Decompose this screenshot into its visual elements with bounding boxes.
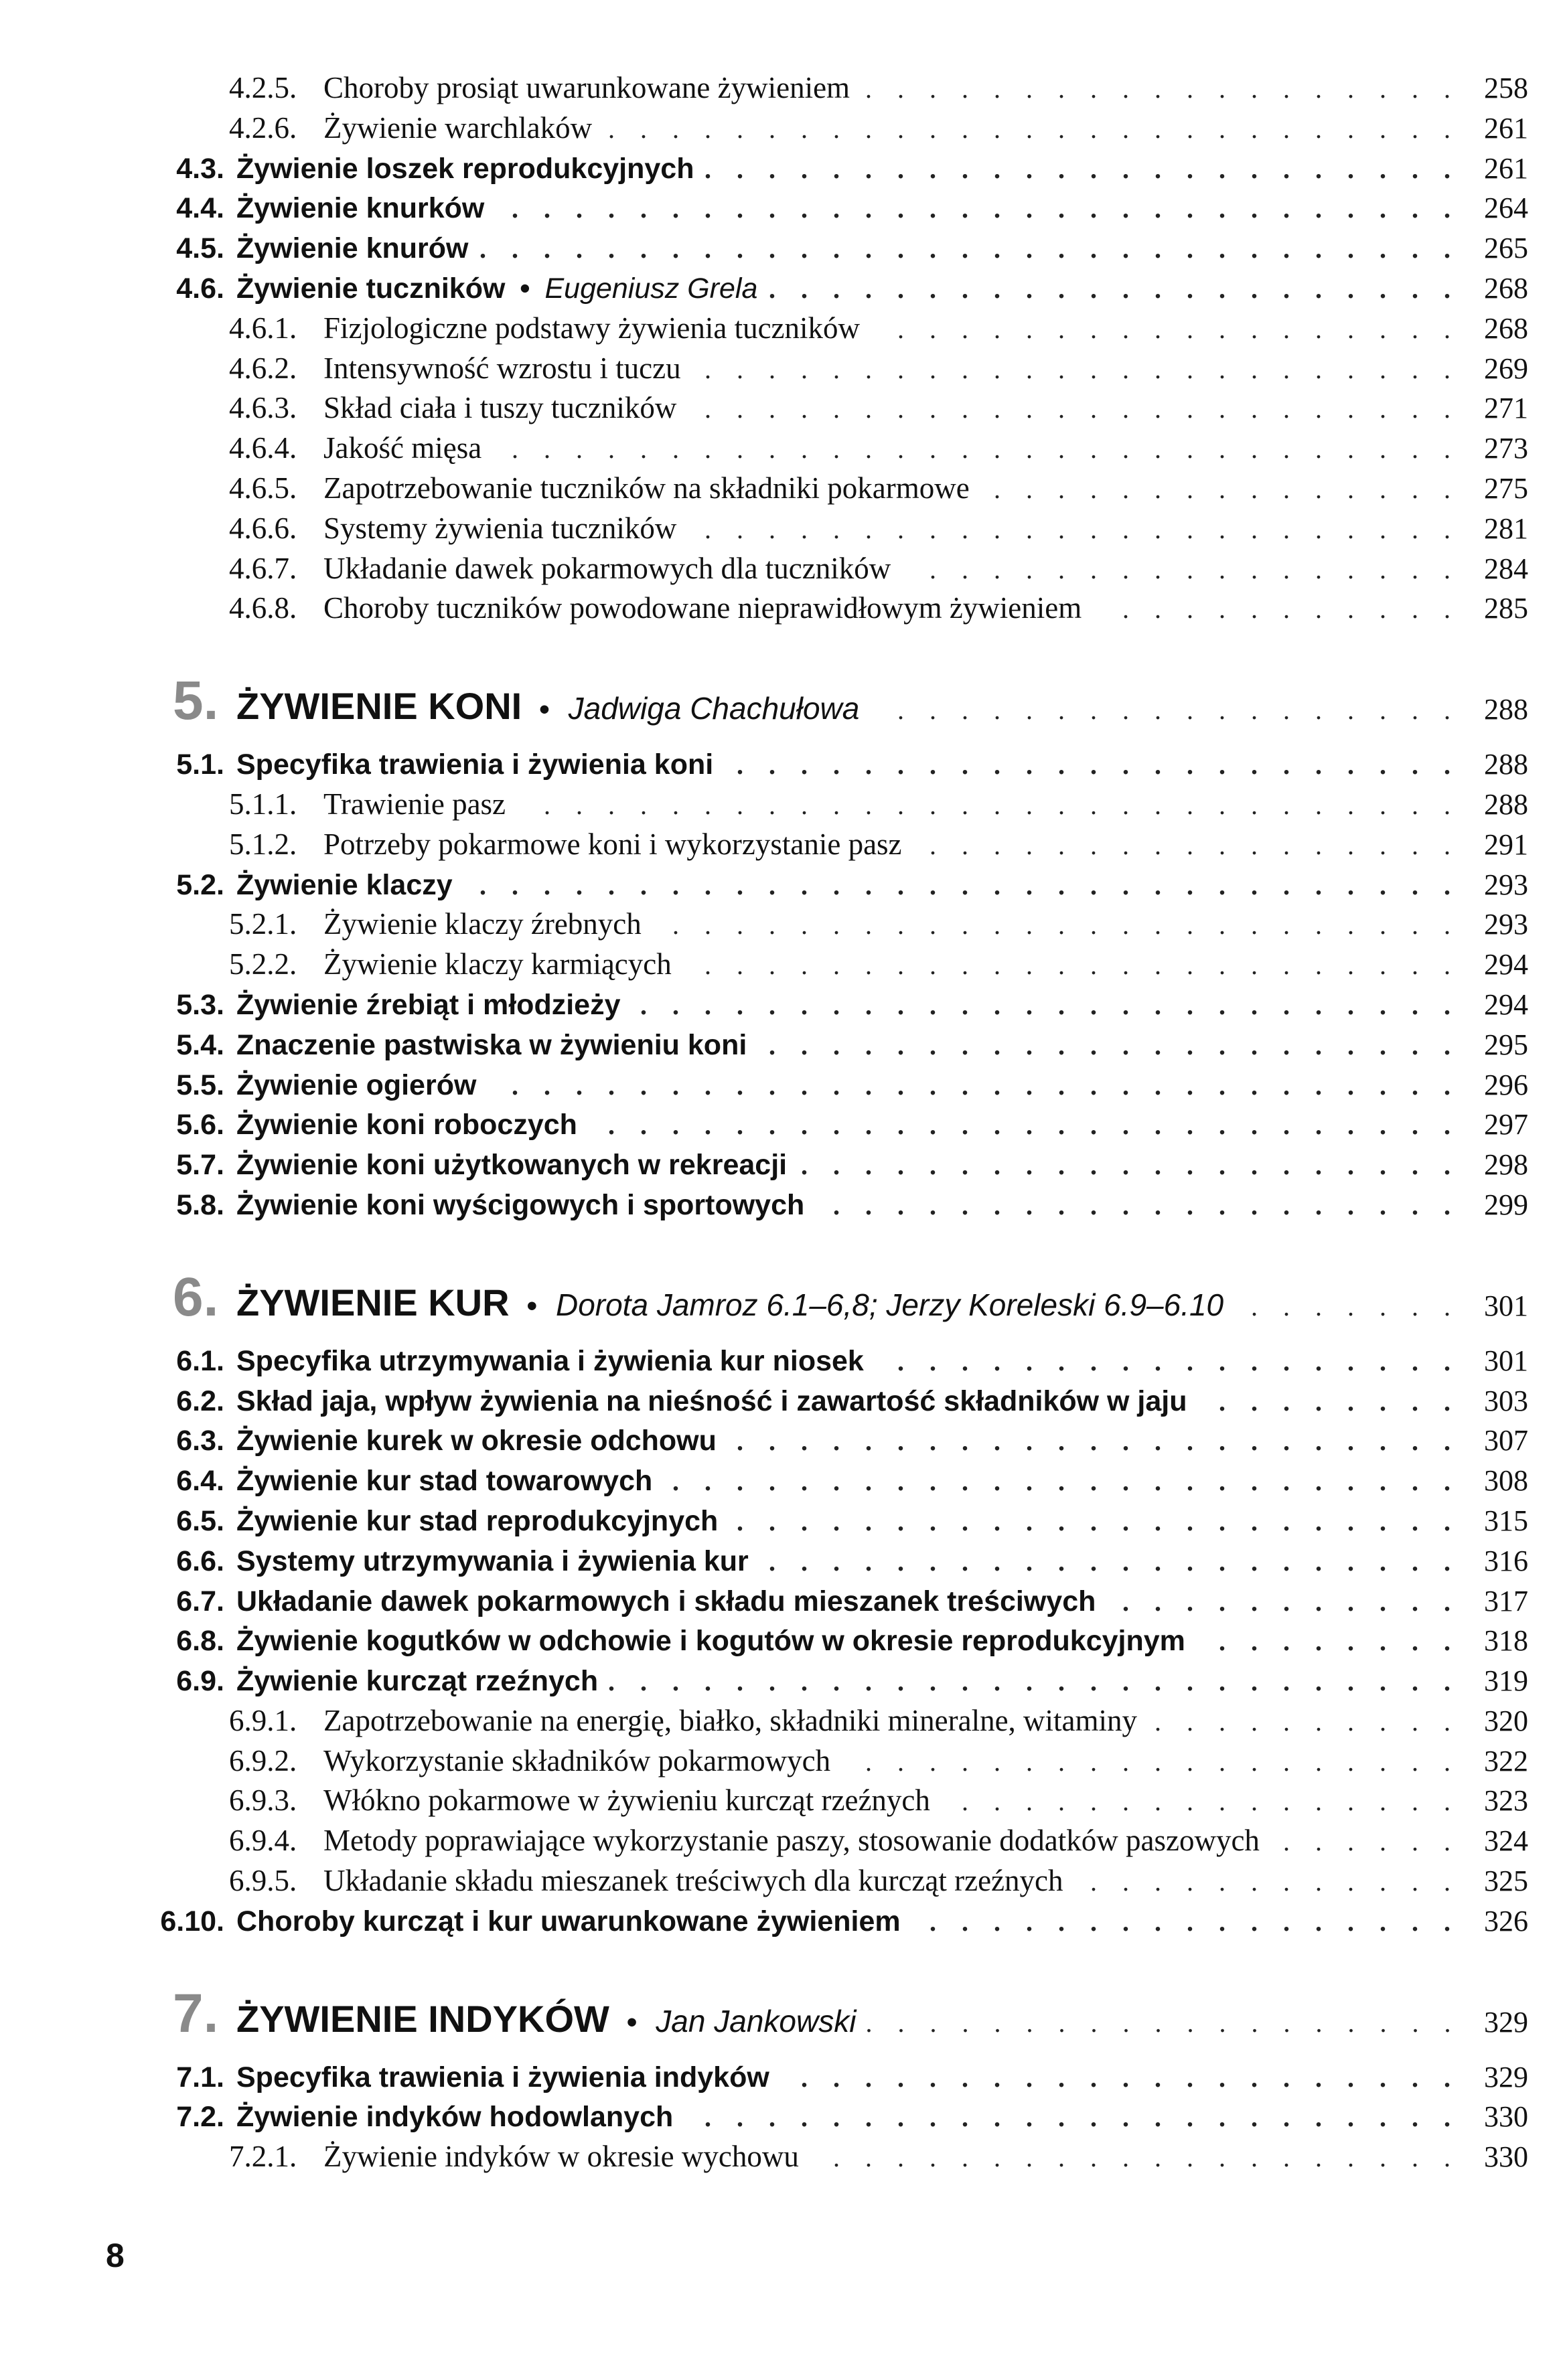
- dot-leader: . . . . . . .: [1251, 1291, 1460, 1322]
- title-text: Choroby tuczników powodowane nieprawidłowym żywieniem: [323, 591, 1082, 625]
- entry-page: 326: [1484, 1904, 1528, 1937]
- toc-section: [0, 228, 1561, 268]
- toc-subsection: [0, 549, 1561, 589]
- dot-leader: . . . . . . . . . . . . . . . .: [962, 1786, 1460, 1817]
- dot-leader: . . . . . . . .: [1219, 1626, 1460, 1657]
- entry-page: 275: [1484, 471, 1528, 505]
- entry-title: [323, 1701, 1146, 1741]
- entry-title: [236, 1582, 1105, 1622]
- title-text: Systemy utrzymywania i żywienia kur: [236, 1544, 749, 1577]
- dot-leader: . . . . . .: [1283, 1826, 1460, 1857]
- dot-leader: . . . . . . . . . . . . . . . . . . . . .: [801, 2062, 1460, 2093]
- toc-subsection: [0, 108, 1561, 149]
- entry-number: 6.3.: [176, 1425, 224, 1457]
- entry-title: [236, 1382, 1197, 1422]
- toc-section: [0, 1461, 1561, 1501]
- entry-page: 298: [1484, 1148, 1528, 1182]
- title-text: Żywienie kurcząt rzeźnych: [236, 1665, 599, 1698]
- entry-page: 317: [1484, 1584, 1528, 1617]
- title-text: Choroby prosiąt uwarunkowane żywieniem: [323, 71, 850, 104]
- entry-page: 319: [1484, 1664, 1528, 1698]
- toc-subsection: [0, 825, 1561, 865]
- toc-section: [0, 1145, 1561, 1185]
- toc-subsection: [0, 1781, 1561, 1821]
- toc-section: [0, 1341, 1561, 1381]
- toc-section: [0, 1661, 1561, 1701]
- toc-subsection: [0, 68, 1561, 108]
- entry-number: 6.9.2.: [229, 1743, 297, 1777]
- dot-leader: . . . . . . . . . . . . . . . . . . . . . . .: [737, 1506, 1460, 1536]
- dot-leader: . . . . . . . . . . . . . . . . . . . . .: [801, 1150, 1460, 1181]
- dot-leader: . . . . . . . . . . . . . . . . . . . . . . . .: [704, 2102, 1460, 2133]
- title-text: Systemy żywienia tuczników: [323, 511, 677, 545]
- toc-section: [0, 1581, 1561, 1621]
- dot-leader: . . . . . . . . . . . . . . . . . . . .: [833, 1190, 1460, 1220]
- toc-subsection: [0, 1821, 1561, 1861]
- dot-leader: . . . . . . . . . . . . . . . . . . . .: [833, 2142, 1460, 2173]
- entry-page: 269: [1484, 351, 1528, 385]
- title-text: Zapotrzebowanie na energię, białko, składniki mineralne, witaminy: [323, 1703, 1138, 1737]
- entry-page: 288: [1484, 748, 1528, 781]
- entry-title: [236, 229, 477, 269]
- title-text: Układanie dawek pokarmowych i składu mieszanek treściwych: [236, 1585, 1096, 1617]
- toc-subsection: [0, 388, 1561, 428]
- dot-leader: . . . . . . . . . . . . . . . . . . . . . .: [769, 273, 1460, 304]
- dot-leader: . . . . . . . . . . . . . . . . . . . . . . . . . . . . .: [544, 789, 1460, 820]
- toc-subsection: [0, 785, 1561, 825]
- title-text: Żywienie kur stad towarowych: [236, 1465, 653, 1498]
- dot-leader: . . . . . . . . . . . . . . . . . . . . . . . . .: [672, 1466, 1460, 1497]
- toc-section: [0, 2057, 1561, 2097]
- entry-title: [323, 469, 979, 509]
- entry-title: [323, 388, 686, 428]
- title-text: Żywienie indyków hodowlanych: [236, 2101, 674, 2134]
- title-text: Żywienie klaczy: [236, 868, 453, 901]
- toc-section: [0, 744, 1561, 785]
- entry-title: [236, 1461, 662, 1502]
- entry-page: 316: [1484, 1544, 1528, 1577]
- entry-page: 296: [1484, 1068, 1528, 1101]
- dot-leader: . . . . . . . . . . . . . . . . . . . . . . . . . . .: [608, 1666, 1460, 1697]
- toc-section: [0, 1105, 1561, 1145]
- entry-title: [236, 1502, 727, 1542]
- toc-section: [0, 865, 1561, 905]
- entry-page: 297: [1484, 1108, 1528, 1141]
- dot-leader: . . . . . . . . . . . . . . . . . .: [897, 1346, 1460, 1376]
- entry-page: 301: [1484, 1289, 1528, 1322]
- title-text: Żywienie klaczy karmiących: [323, 947, 672, 981]
- entry-title: [236, 1992, 865, 2049]
- entry-title: [236, 1662, 607, 1702]
- entry-page: 325: [1484, 1865, 1528, 1898]
- entry-number: 6.9.5.: [229, 1864, 297, 1898]
- entry-page: 284: [1484, 552, 1528, 585]
- entry-page: 301: [1484, 1344, 1528, 1377]
- toc-subsection: [0, 509, 1561, 549]
- toc-subsection: [0, 1741, 1561, 1781]
- entry-title: [236, 1342, 873, 1382]
- title-text: Intensywność wzrostu i tuczu: [323, 351, 681, 385]
- entry-page: 265: [1484, 232, 1528, 265]
- dot-leader: . . . . . . . . . . . . . . . . . .: [897, 695, 1460, 726]
- entry-title: [323, 588, 1091, 629]
- entry-number: 6.4.: [176, 1465, 224, 1498]
- entry-page: 330: [1484, 2100, 1528, 2134]
- title-text: Żywienie loszek reprodukcyjnych: [236, 152, 694, 185]
- toc-section: [0, 268, 1561, 309]
- bullet-separator: •: [526, 1289, 537, 1322]
- bullet-separator: •: [520, 272, 530, 305]
- entry-title: [236, 269, 767, 309]
- entry-number: 4.3.: [176, 152, 224, 185]
- dot-leader: . . . . . . . . . . . . . . . . . . .: [865, 2007, 1460, 2038]
- author-name: Jadwiga Chachułowa: [568, 691, 860, 726]
- entry-title: [323, 825, 911, 865]
- entry-number: 5.2.2.: [229, 947, 297, 981]
- title-text: Żywienie kogutków w odchowie i kogutów w okresie reprodukcyjnym: [236, 1625, 1185, 1658]
- entry-number: 4.4.: [176, 192, 224, 225]
- title-text: Żywienie indyków w okresie wychowu: [323, 2140, 799, 2174]
- entry-page: 268: [1484, 311, 1528, 345]
- toc-section: [0, 1185, 1561, 1225]
- entry-number: 7.2.: [176, 2101, 224, 2134]
- entry-number: 7.: [173, 1982, 219, 2044]
- dot-leader: . . . . . . . . . . . . . . . . . . . . . . . . . . . . . .: [512, 193, 1460, 224]
- entry-page: 261: [1484, 151, 1528, 185]
- entry-page: 288: [1484, 787, 1528, 821]
- toc-chapter: [0, 670, 1561, 732]
- toc-subsection: [0, 309, 1561, 349]
- dot-leader: . . . . . . . . . . . . . . . . . . . . . .: [769, 1030, 1460, 1060]
- toc-chapter: [0, 1982, 1561, 2044]
- entry-title: [323, 1781, 940, 1821]
- entry-page: 303: [1484, 1384, 1528, 1417]
- toc-subsection: [0, 1861, 1561, 1901]
- entry-title: [236, 189, 494, 229]
- dot-leader: . . . . . . . . . . . . . . . . . . . . . . . .: [704, 153, 1460, 184]
- toc-subsection: [0, 588, 1561, 629]
- dot-leader: . . . . . . . . . . . . . . . . . . . . . . . .: [704, 950, 1460, 981]
- entry-number: 6.2.: [176, 1384, 224, 1417]
- entry-page: 264: [1484, 191, 1528, 225]
- entry-number: 6.9.1.: [229, 1703, 297, 1737]
- title-text: Żywienie koni wyścigowych i sportowych: [236, 1188, 805, 1221]
- dot-leader: . . . . . . . . . . . . . . . . . . . . . . . . . . .: [608, 1110, 1460, 1141]
- entry-page: 258: [1484, 72, 1528, 104]
- entry-title: [236, 1276, 1233, 1333]
- entry-page: 294: [1484, 987, 1528, 1021]
- entry-title: [236, 1145, 796, 1186]
- toc-subsection: [0, 904, 1561, 945]
- dot-leader: . . . . . . . . . . . . . . . . . . . . . . . . . .: [640, 989, 1460, 1020]
- entry-title: [236, 2097, 682, 2138]
- entry-number: 5.2.: [176, 868, 224, 901]
- toc-section: [0, 1421, 1561, 1461]
- title-text: Żywienie kur stad reprodukcyjnych: [236, 1504, 719, 1537]
- toc-section: [0, 149, 1561, 189]
- entry-page: 308: [1484, 1464, 1528, 1498]
- entry-page: 293: [1484, 868, 1528, 901]
- entry-title: [323, 945, 681, 985]
- entry-number: 4.6.5.: [229, 471, 297, 505]
- title-text: Choroby kurcząt i kur uwarunkowane żywieniem: [236, 1905, 901, 1937]
- entry-page: 271: [1484, 392, 1528, 425]
- entry-number: 5.1.: [176, 748, 224, 781]
- dot-leader: . . . . . . . . . . . . . . . . . . . . . . . .: [704, 353, 1460, 384]
- bullet-separator: •: [539, 693, 550, 726]
- toc-section: [0, 1381, 1561, 1421]
- entry-title: [323, 1861, 1073, 1901]
- dot-leader: . . . . . . . . . . . . . . . . . . .: [865, 1746, 1460, 1777]
- entry-number: 4.6.4.: [229, 431, 297, 465]
- entry-title: [236, 1542, 758, 1582]
- entry-number: 5.6.: [176, 1109, 224, 1141]
- title-text: Skład jaja, wpływ żywienia na nieśność i zawartość składników w jaju: [236, 1384, 1187, 1417]
- entry-page: 315: [1484, 1504, 1528, 1537]
- toc-subsection: [0, 469, 1561, 509]
- toc-subsection: [0, 349, 1561, 389]
- dot-leader: . . . . . . . .: [1219, 1386, 1460, 1417]
- entry-title: [236, 1902, 910, 1942]
- entry-number: 6.9.: [176, 1665, 224, 1698]
- entry-number: 4.6.8.: [229, 591, 297, 625]
- dot-leader: . . . . . . . . . . . .: [1090, 1867, 1460, 1897]
- author-name: Jan Jankowski: [656, 2003, 857, 2039]
- entry-title: [236, 1186, 814, 1226]
- entry-title: [323, 309, 869, 349]
- title-text: Specyfika trawienia i żywienia indyków: [236, 2061, 769, 2093]
- entry-number: 4.6.6.: [229, 511, 297, 545]
- entry-title: [323, 509, 686, 549]
- toc-section: [0, 985, 1561, 1025]
- entry-number: 6.10.: [160, 1905, 224, 1937]
- toc-section: [0, 1501, 1561, 1541]
- dot-leader: . . . . . . . . . . . . . . . . . .: [897, 313, 1460, 344]
- entry-title: [236, 1105, 587, 1145]
- title-text: Żywienie warchlaków: [323, 110, 593, 145]
- entry-number: 4.6.2.: [229, 351, 297, 385]
- entry-number: 7.2.1.: [229, 2140, 297, 2174]
- title-text: Znaczenie pastwiska w żywieniu koni: [236, 1028, 747, 1061]
- dot-leader: . . . . . . . . . . . . . . . . . . . . . . .: [737, 750, 1460, 781]
- entry-number: 4.5.: [176, 232, 224, 265]
- entry-number: 4.6.1.: [229, 311, 297, 345]
- entry-page: 320: [1484, 1704, 1528, 1737]
- dot-leader: . . . . . . . . . . . . . . . . .: [930, 554, 1460, 584]
- entry-number: 5.1.2.: [229, 827, 297, 861]
- entry-page: 318: [1484, 1624, 1528, 1658]
- entry-number: 5.7.: [176, 1149, 224, 1182]
- entry-page: 329: [1484, 2060, 1528, 2093]
- toc-subsection: [0, 1701, 1561, 1741]
- entry-title: [323, 2137, 808, 2177]
- entry-page: 291: [1484, 827, 1528, 861]
- dot-leader: . . . . . . . . . . . . . . .: [994, 473, 1460, 504]
- toc-section: [0, 188, 1561, 228]
- dot-leader: . . . . . . . . . . .: [1122, 594, 1460, 625]
- entry-page: 323: [1484, 1784, 1528, 1818]
- entry-title: [236, 1421, 726, 1461]
- entry-page: 294: [1484, 948, 1528, 981]
- entry-page: 322: [1484, 1744, 1528, 1777]
- entry-page: 329: [1484, 2005, 1528, 2039]
- entry-page: 324: [1484, 1824, 1528, 1858]
- entry-title: [323, 68, 859, 108]
- title-text: Włókno pokarmowe w żywieniu kurcząt rzeźnych: [323, 1783, 930, 1818]
- title-text: Fizjologiczne podstawy żywienia tuczników: [323, 311, 861, 345]
- toc-section: [0, 2097, 1561, 2137]
- title-text: Zapotrzebowanie tuczników na składniki pokarmowe: [323, 471, 970, 505]
- dot-leader: . . . . . . . . . . . . . . . . .: [930, 1906, 1460, 1937]
- dot-leader: . . . . . . . . . . . . . . . . . . . . . . . .: [704, 394, 1460, 424]
- dot-leader: . . . . . . . . . . . . . . . . .: [930, 829, 1460, 860]
- entry-number: 6.1.: [176, 1344, 224, 1377]
- author-name: Eugeniusz Grela: [544, 272, 758, 305]
- entry-number: 6.6.: [176, 1544, 224, 1577]
- entry-title: [236, 745, 723, 785]
- dot-leader: . . . . . . . . . . . . . . . . . . . . . . . . .: [672, 910, 1460, 941]
- toc-section: [0, 1541, 1561, 1581]
- dot-leader: . . . . . . . . . . . . . . . . . . . . . . . . . . . . . .: [512, 434, 1460, 465]
- entry-number: 5.8.: [176, 1188, 224, 1221]
- entry-page: 268: [1484, 271, 1528, 305]
- toc-chapter: [0, 1266, 1561, 1328]
- entry-page: 288: [1484, 693, 1528, 726]
- dot-leader: . . . . . . . . . . . . . . . . . . . . . . . . . . . . . . .: [479, 870, 1460, 900]
- entry-title: [323, 349, 690, 389]
- entry-page: 281: [1484, 511, 1528, 545]
- entry-page: 285: [1484, 592, 1528, 625]
- title-text: Żywienie knurków: [236, 192, 485, 225]
- title-text: Wykorzystanie składników pokarmowych: [323, 1743, 831, 1777]
- entry-page: 330: [1484, 2140, 1528, 2174]
- dot-leader: . . . . . . . . . . . . . . . . . . . . . . . . . . . . . .: [512, 1070, 1460, 1101]
- entry-number: 4.6.: [176, 272, 224, 305]
- page-number: 8: [106, 2237, 125, 2274]
- entry-title: [236, 866, 462, 906]
- entry-title: [323, 904, 651, 945]
- entry-title: [236, 1066, 486, 1106]
- toc-section: [0, 1621, 1561, 1661]
- entry-title: [236, 1026, 756, 1066]
- title-text: Potrzeby pokarmowe koni i wykorzystanie pasz: [323, 827, 902, 861]
- entry-number: 5.1.1.: [229, 787, 297, 821]
- entry-page: 307: [1484, 1424, 1528, 1457]
- entry-page: 299: [1484, 1188, 1528, 1221]
- toc-subsection: [0, 2137, 1561, 2177]
- dot-leader: . . . . . . . . . . . . . . . . . . . . . . . . . . .: [608, 113, 1460, 144]
- entry-title: [236, 2058, 779, 2098]
- dot-leader: . . . . . . . . . . . . . . . . . . . . . . . .: [704, 513, 1460, 544]
- title-text: Metody poprawiające wykorzystanie paszy, stosowanie dodatków paszowych: [323, 1824, 1260, 1858]
- toc-section: [0, 1025, 1561, 1065]
- title-text: Żywienie kurek w okresie odchowu: [236, 1425, 717, 1457]
- title-text: Układanie składu mieszanek treściwych dla kurcząt rzeźnych: [323, 1864, 1063, 1898]
- table-of-contents: [0, 68, 1561, 2177]
- title-text: Układanie dawek pokarmowych dla tuczników: [323, 551, 891, 585]
- title-text: ŻYWIENIE KONI: [236, 685, 522, 728]
- entry-number: 5.4.: [176, 1028, 224, 1061]
- dot-leader: . . . . . . . . . . . . . . . . . . . . . . .: [737, 1426, 1460, 1457]
- entry-number: 4.2.5.: [229, 71, 297, 104]
- title-text: Żywienie koni użytkowanych w rekreacji: [236, 1149, 788, 1182]
- entry-title: [323, 108, 601, 149]
- entry-title: [323, 1741, 840, 1781]
- title-text: Żywienie źrebiąt i młodzieży: [236, 988, 621, 1021]
- entry-number: 6.5.: [176, 1504, 224, 1537]
- title-text: Żywienie ogierów: [236, 1068, 477, 1101]
- entry-title: [323, 549, 900, 589]
- toc-section: [0, 1065, 1561, 1105]
- bullet-separator: •: [626, 2005, 638, 2039]
- entry-number: 6.9.4.: [229, 1824, 297, 1858]
- entry-page: 295: [1484, 1028, 1528, 1061]
- entry-number: 5.: [173, 670, 219, 732]
- toc-subsection: [0, 428, 1561, 469]
- title-text: Żywienie klaczy źrebnych: [323, 907, 642, 941]
- entry-number: 4.2.6.: [229, 110, 297, 145]
- entry-title: [236, 680, 869, 736]
- entry-title: [236, 1621, 1195, 1662]
- entry-page: 273: [1484, 432, 1528, 465]
- dot-leader: . . . . . . . . . .: [1155, 1706, 1460, 1737]
- entry-number: 6.8.: [176, 1625, 224, 1658]
- author-name: Dorota Jamroz 6.1–6,8; Jerzy Koreleski 6.9–6.10: [555, 1287, 1224, 1322]
- title-text: ŻYWIENIE INDYKÓW: [236, 1997, 609, 2040]
- entry-title: [323, 1821, 1269, 1861]
- toc-subsection: [0, 945, 1561, 985]
- entry-page: 261: [1484, 111, 1528, 145]
- toc-section: [0, 1901, 1561, 1941]
- title-text: Jakość mięsa: [323, 431, 482, 465]
- dot-leader: . . . . . . . . . . .: [1122, 1586, 1460, 1617]
- entry-number: 5.2.1.: [229, 907, 297, 941]
- entry-number: 6.7.: [176, 1585, 224, 1617]
- entry-title: [323, 785, 515, 825]
- dot-leader: . . . . . . . . . . . . . . . . . . . . . . . . . . . . . . .: [479, 234, 1460, 264]
- entry-number: 5.3.: [176, 988, 224, 1021]
- entry-number: 5.5.: [176, 1068, 224, 1101]
- entry-number: 6.9.3.: [229, 1783, 297, 1818]
- title-text: Trawienie pasz: [323, 787, 506, 821]
- entry-page: 293: [1484, 908, 1528, 941]
- entry-number: 7.1.: [176, 2061, 224, 2093]
- title-text: Żywienie knurów: [236, 232, 469, 265]
- entry-number: 4.6.7.: [229, 551, 297, 585]
- title-text: Skład ciała i tuszy tuczników: [323, 391, 677, 425]
- title-text: ŻYWIENIE KUR: [236, 1281, 510, 1324]
- title-text: Żywienie tuczników: [236, 272, 506, 305]
- entry-title: [236, 985, 630, 1026]
- title-text: Specyfika trawienia i żywienia koni: [236, 748, 714, 781]
- title-text: Specyfika utrzymywania i żywienia kur niosek: [236, 1344, 864, 1377]
- dot-leader: . . . . . . . . . . . . . . . . . . . . . .: [769, 1546, 1460, 1577]
- entry-title: [236, 149, 703, 189]
- entry-number: 6.: [173, 1266, 219, 1328]
- entry-number: 4.6.3.: [229, 391, 297, 425]
- title-text: Żywienie koni roboczych: [236, 1109, 577, 1141]
- dot-leader: . . . . . . . . . . . . . . . . . . .: [865, 74, 1460, 104]
- entry-title: [323, 428, 491, 469]
